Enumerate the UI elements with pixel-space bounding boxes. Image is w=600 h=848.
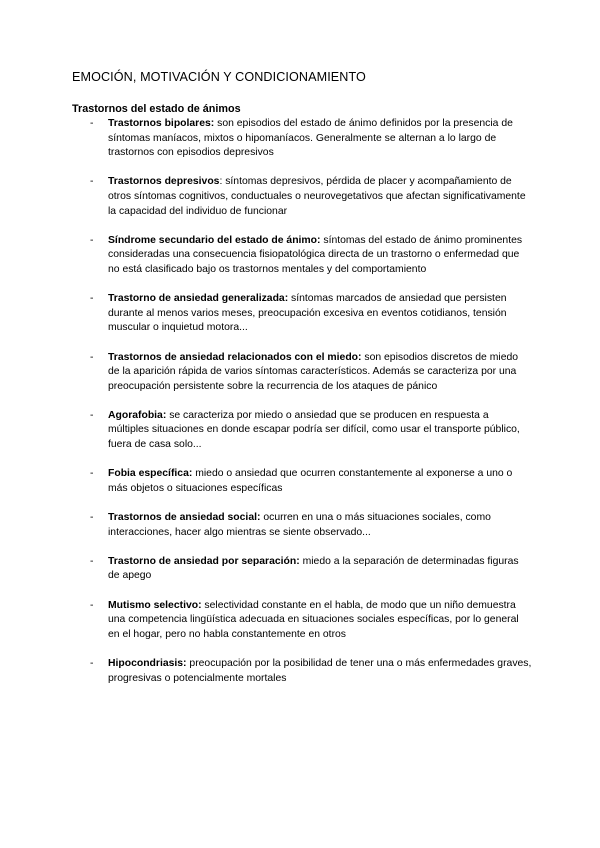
item-text: síntomas del estado de ánimo prominentes consideradas una consecuencia fisiopatológica directa de un trastorno o enfermedad que no está clasificado bajo os trastornos mentales y del comportamiento — [108, 234, 523, 275]
bullet-dash: - — [90, 118, 94, 129]
item-text: preocupación por la posibilidad de tener una o más enfermedades graves, progresivas o potencialmente mortales — [108, 657, 532, 684]
bullet-dash: - — [90, 176, 94, 188]
item-text: ocurren en una o más situaciones sociales, como interacciones, hacer algo mientras se siente observado... — [108, 512, 491, 538]
item-text: miedo o ansiedad que ocurren constantemente al exponerse a uno o más objetos o situaciones específicas — [108, 468, 513, 494]
bullet-dash: - — [90, 599, 94, 611]
item-term: Trastorno de ansiedad generalizada: — [108, 293, 289, 305]
item-text: síntomas marcados de ansiedad que persisten durante al menos varios meses, preocupación excesiva en eventos cotidianos, tensión muscular o inquietud motora... — [108, 293, 507, 334]
item-text: selectividad constante en el habla, de modo que un niño demuestra una competencia lingüística adecuada en situaciones sociales específicas, por lo general en el hogar, pero no habla constantemente en otros — [108, 599, 519, 640]
item-text: : síntomas depresivos, pérdida de placer y acompañamiento de otros síntomas cognitivos, conductuales o neurovegetativos que afectan significativamente la capacidad del individuo de funcionar — [108, 176, 526, 217]
list-item — [72, 599, 532, 643]
list-item — [72, 657, 532, 686]
bullet-dash: - — [90, 351, 94, 363]
item-term: Mutismo selectivo: — [108, 599, 202, 611]
item-term: Trastorno de ansiedad por separación: — [108, 555, 300, 567]
item-text: son episodios discretos de miedo de la aparición rápida de varios síntomas característicos. Además se caracteriza por una preocupación persistente sobre la recurrencia de los ataques de pánico — [108, 351, 519, 392]
item-term: Síndrome secundario del estado de ánimo: — [108, 234, 321, 246]
bullet-dash: - — [90, 555, 94, 567]
item-term: Hipocondriasis: — [108, 657, 187, 669]
list-item — [72, 409, 532, 453]
section-heading: Trastornos del estado de ánimos — [72, 103, 241, 115]
bullet-dash: - — [90, 234, 94, 246]
list-item — [72, 467, 532, 496]
bullet-dash: - — [90, 409, 94, 421]
document-title: EMOCIÓN, MOTIVACIÓN Y CONDICIONAMIENTO — [72, 70, 366, 84]
item-term: Agorafobia: — [108, 409, 167, 421]
item-term: Fobia específica: — [108, 468, 193, 480]
item-text: miedo a la separación de determinadas figuras de apego — [108, 555, 519, 582]
bullet-dash: - — [90, 657, 94, 669]
list-item — [72, 351, 532, 395]
list-item — [72, 511, 532, 540]
list-item — [72, 234, 532, 278]
disorder-list — [72, 117, 532, 701]
item-term: Trastornos bipolares: — [108, 118, 215, 129]
list-item — [72, 117, 532, 161]
bullet-dash: - — [90, 293, 94, 305]
bullet-dash: - — [90, 512, 94, 524]
item-term: Trastornos de ansiedad social: — [108, 512, 261, 524]
list-item — [72, 555, 532, 584]
list-item — [72, 292, 532, 336]
item-text: son episodios del estado de ánimo definidos por la presencia de síntomas maníacos, mixtos o hipomaníacos. Generalmente se alternan a lo largo de trastornos con episodios depresivos — [108, 118, 513, 159]
item-text: se caracteriza por miedo o ansiedad que se producen en respuesta a múltiples situaciones en donde escapar podría ser difícil, como usar el transporte público, fuera de casa solo... — [108, 409, 520, 451]
item-term: Trastornos depresivos — [108, 176, 220, 188]
list-item — [72, 175, 532, 219]
item-term: Trastornos de ansiedad relacionados con el miedo: — [108, 351, 362, 363]
bullet-dash: - — [90, 468, 94, 480]
